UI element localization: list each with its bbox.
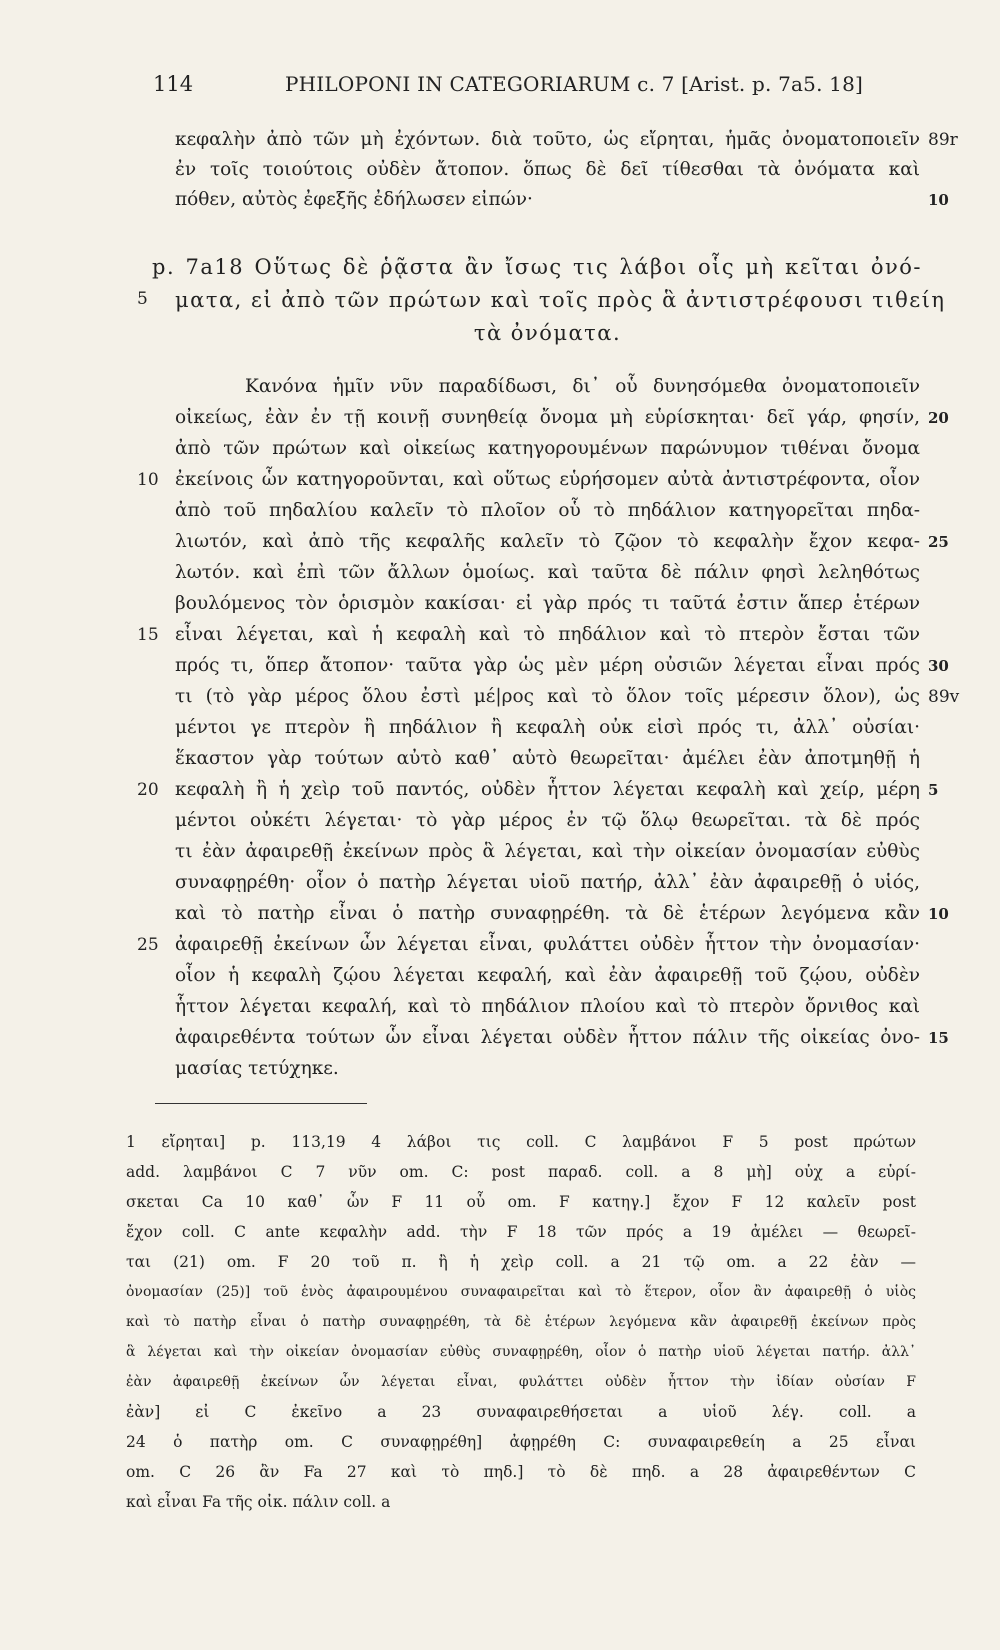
text-line: πρός τι, ὅπερ ἄτοπον· ταῦτα γὰρ ὡς μὲν μέρη οὐσιῶν λέγεται εἶναι πρός — [175, 655, 920, 676]
text-line: ἐκείνοις ὧν κατηγοροῦνται, καὶ οὕτως εὑρήσομεν αὐτὰ ἀντιστρέφοντα, οἷον — [175, 469, 920, 490]
text-line: ἐν τοῖς τοιούτοις οὐδὲν ἄτοπον. ὅπως δὲ δεῖ τίθεσθαι τὰ ὀνόματα καὶ — [175, 159, 920, 180]
text-line: καὶ τὸ πατὴρ εἶναι ὁ πατὴρ συναφῃρέθη. τὰ δὲ ἑτέρων λεγόμενα κἂν — [175, 903, 920, 924]
line-number: 30 — [928, 657, 949, 675]
text-line: οἷον ἡ κεφαλὴ ζῴου λέγεται κεφαλή, καὶ ἐὰν ἀφαιρεθῇ τοῦ ζῴου, οὐδὲν — [175, 965, 920, 986]
footnote-line: 1 εἴρηται] p. 113,19 4 λάβοι τις coll. C λαμβάνοι F 5 post πρώτων — [126, 1133, 916, 1151]
text-line: τι ἐὰν ἀφαιρεθῇ ἐκείνων πρὸς ἃ λέγεται, καὶ τὴν οἰκείαν ὀνομασίαν εὐθὺς — [175, 841, 920, 862]
text-line: κεφαλὴν ἀπὸ τῶν μὴ ἐχόντων. διὰ τοῦτο, ὡς εἴρηται, ἡμᾶς ὀνοματοποιεῖν — [175, 129, 920, 150]
text-line: μασίας τετύχηκε. — [175, 1058, 339, 1079]
footnote-line: καὶ εἶναι Fa τῆς οἰκ. πάλιν coll. a — [126, 1493, 391, 1511]
text-line: οἰκείως, ἐὰν ἐν τῇ κοινῇ συνηθείᾳ ὄνομα μὴ εὑρίσκηται· δεῖ γάρ, φησίν, — [175, 407, 920, 428]
footnote-separator — [155, 1103, 367, 1104]
line-number: 15 — [137, 625, 159, 645]
text-line: ἀφαιρεθέντα τούτων ὧν εἶναι λέγεται οὐδὲν ἧττον πάλιν τῆς οἰκείας ὀνο- — [175, 1027, 920, 1048]
text-line: ἧττον λέγεται κεφαλή, καὶ τὸ πηδάλιον πλοίου καὶ τὸ πτερὸν ὄρνιθος καὶ — [175, 996, 920, 1017]
folio-reference: 89r — [928, 130, 958, 150]
text-line: Κανόνα ἡμῖν νῦν παραδίδωσι, δι᾽ οὗ δυνησόμεθα ὀνοματοποιεῖν — [245, 376, 920, 397]
footnote-line: ται (21) om. F 20 τοῦ π. ἢ ἡ χεὶρ coll. a 21 τῷ om. a 22 ἐὰν — — [126, 1253, 916, 1271]
text-line: μέντοι οὐκέτι λέγεται· τὸ γὰρ μέρος ἐν τῷ ὅλῳ θεωρεῖται. τὰ δὲ πρός — [175, 810, 920, 831]
lemma-line: p. 7a18 Οὕτως δὲ ῥᾷστα ἂν ἴσως τις λάβοι οἷς μὴ κεῖται ὀνό- — [152, 255, 922, 279]
line-number: 15 — [928, 1029, 949, 1047]
text-line: κεφαλὴ ἢ ἡ χεὶρ τοῦ παντός, οὐδὲν ἧττον λέγεται κεφαλὴ καὶ χείρ, μέρη — [175, 779, 920, 800]
text-line: εἶναι λέγεται, καὶ ἡ κεφαλὴ καὶ τὸ πηδάλιον καὶ τὸ πτερὸν ἔσται τῶν — [175, 624, 920, 645]
footnote-line: add. λαμβάνοι C 7 νῦν om. C: post παραδ. coll. a 8 μὴ] οὐχ a εὑρί- — [126, 1163, 916, 1181]
footnote-line: om. C 26 ἂν Fa 27 καὶ τὸ πηδ.] τὸ δὲ πηδ. a 28 ἀφαιρεθέντων C — [126, 1463, 916, 1481]
line-number: 25 — [137, 935, 159, 955]
text-line: ἀφαιρεθῇ ἐκείνων ὧν λέγεται εἶναι, φυλάττει οὐδὲν ἧττον τὴν ὀνομασίαν· — [175, 934, 920, 955]
line-number: 10 — [928, 905, 949, 923]
text-line: βουλόμενος τὸν ὁρισμὸν κακίσαι· εἰ γὰρ πρός τι ταῦτά ἐστιν ἅπερ ἑτέρων — [175, 593, 920, 614]
text-line: τι (τὸ γὰρ μέρος ὅλου ἐστὶ μέ|ρος καὶ τὸ ὅλον τοῖς μέρεσιν ὅλον), ὡς — [175, 686, 920, 707]
line-number: 10 — [928, 191, 949, 209]
footnote-line: 24 ὁ πατὴρ om. C συναφῃρέθη] ἀφῃρέθη C: συναφαιρεθείη a 25 εἶναι — [126, 1433, 916, 1451]
footnote-line: ἃ λέγεται καὶ τὴν οἰκείαν ὀνομασίαν εὐθὺς συναφῃρέθη, οἷον ὁ πατὴρ υἱοῦ λέγεται πατήρ. ἀλλ᾽ — [126, 1344, 916, 1360]
line-number: 10 — [137, 470, 159, 490]
footnote-line: ἐὰν ἀφαιρεθῇ ἐκείνων ὧν λέγεται εἶναι, φυλάττει οὐδὲν ἧττον τὴν ἰδίαν οὐσίαν F — [126, 1374, 916, 1390]
folio-reference: 89v — [928, 687, 960, 707]
text-line: πόθεν, αὐτὸς ἐφεξῆς ἐδήλωσεν εἰπών· — [175, 189, 533, 210]
line-number: 5 — [928, 781, 939, 799]
text-line: συναφῃρέθη· οἷον ὁ πατὴρ λέγεται υἱοῦ πατήρ, ἀλλ᾽ ἐὰν ἀφαιρεθῇ ὁ υἱός, — [175, 872, 920, 893]
line-number: 5 — [137, 289, 148, 309]
line-number: 20 — [137, 780, 159, 800]
running-head: PHILOPONI IN CATEGORIARUM c. 7 [Arist. p. 7a5. 18] — [285, 72, 864, 96]
text-line: λωτόν. καὶ ἐπὶ τῶν ἄλλων ὁμοίως. καὶ ταῦτα δὲ πάλιν φησὶ λεληθότως — [175, 562, 920, 583]
lemma-line: τὰ ὀνόματα. — [473, 321, 622, 345]
line-number: 25 — [928, 533, 949, 551]
footnote-line: ἔχον coll. C ante κεφαλὴν add. τὴν F 18 τῶν πρός a 19 ἀμέλει — θεωρεῖ- — [126, 1223, 916, 1241]
page-number: 114 — [153, 72, 194, 96]
footnote-line: ἐὰν] εἰ C ἐκεῖνο a 23 συναφαιρεθήσεται a υἱοῦ λέγ. coll. a — [126, 1403, 916, 1421]
text-line: ἀπὸ τοῦ πηδαλίου καλεῖν τὸ πλοῖον οὗ τὸ πηδάλιον κατηγορεῖται πηδα- — [175, 500, 920, 521]
footnote-line: σκεται Ca 10 καθ᾽ ὧν F 11 οὗ om. F κατηγ.] ἔχον F 12 καλεῖν post — [126, 1193, 916, 1211]
footnote-line: καὶ τὸ πατὴρ εἶναι ὁ πατὴρ συναφῃρέθη, τὰ δὲ ἑτέρων λεγόμενα κἂν ἀφαιρεθῇ ἐκείνων πρὸς — [126, 1314, 916, 1330]
text-line: λιωτόν, καὶ ἀπὸ τῆς κεφαλῆς καλεῖν τὸ ζῷον τὸ κεφαλὴν ἔχον κεφα- — [175, 531, 920, 552]
text-line: ἀπὸ τῶν πρώτων καὶ οἰκείως κατηγορουμένων παρώνυμον τιθέναι ὄνομα — [175, 438, 920, 459]
footnote-line: ὀνομασίαν (25)] τοῦ ἑνὸς ἀφαιρουμένου συναφαιρεῖται καὶ τὸ ἕτερον, οἷον ἂν ἀφαιρεθῇ ὁ υἱὸς — [126, 1284, 916, 1300]
text-line: ἕκαστον γὰρ τούτων αὐτὸ καθ᾽ αὑτὸ θεωρεῖται· ἀμέλει ἐὰν ἀποτμηθῇ ἡ — [175, 748, 920, 769]
lemma-line: ματα, εἰ ἀπὸ τῶν πρώτων καὶ τοῖς πρὸς ἃ ἀντιστρέφουσι τιθείη — [175, 288, 946, 312]
line-number: 20 — [928, 409, 949, 427]
text-line: μέντοι γε πτερὸν ἢ πηδάλιον ἢ κεφαλὴ οὐκ εἰσὶ πρός τι, ἀλλ᾽ οὐσίαι· — [175, 717, 920, 738]
